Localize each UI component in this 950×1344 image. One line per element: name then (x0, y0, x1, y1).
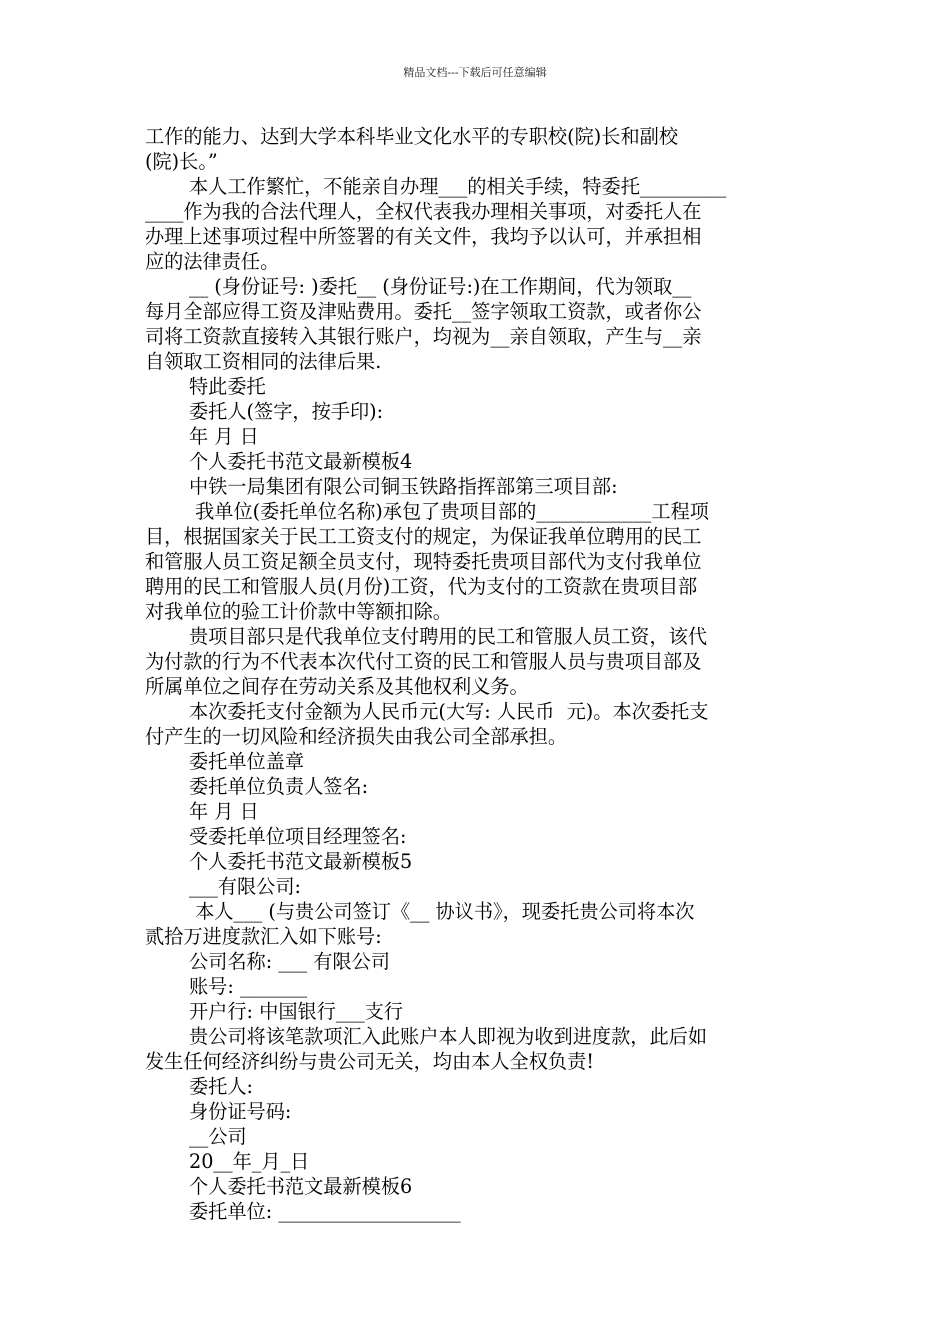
text-line: 我单位(委托单位名称)承包了贵项目部的____________工程项 (189, 500, 709, 523)
text-line: 司将工资款直接转入其银行账户，均视为__亲自领取，产生与__亲 (145, 325, 702, 348)
text-line: 本人工作繁忙，不能亲自办理___的相关手续，特委托_________ (189, 175, 727, 198)
text-line: 目，根据国家关于民工工资支付的规定，为保证我单位聘用的民工 (145, 525, 702, 548)
text-line: ____作为我的合法代理人，全权代表我办理相关事项，对委托人在 (145, 200, 702, 223)
text-line: 身份证号码: (189, 1100, 292, 1123)
text-line: 年 月 日 (189, 800, 259, 823)
text-line: 应的法律责任。 (145, 250, 280, 273)
text-line: 账号: _______ (189, 975, 308, 998)
text-line: 贵公司将该笔款项汇入此账户本人即视为收到进度款，此后如 (189, 1025, 708, 1048)
text-line: 个人委托书范文最新模板5 (189, 850, 413, 873)
text-line: 付产生的一切风险和经济损失由我公司全部承担。 (145, 725, 568, 748)
document-body (145, 124, 810, 1224)
text-line: __公司 (189, 1125, 247, 1148)
text-line: 公司名称: ___ 有限公司 (189, 950, 390, 973)
text-line: 贰拾万进度款汇入如下账号: (145, 925, 382, 948)
text-line: 委托人(签字，按手印): (189, 400, 384, 423)
text-line: 工作的能力、达到大学本科毕业文化水平的专职校(院)长和副校 (145, 125, 679, 148)
text-line: 本人___ (与贵公司签订《__ 协议书》，现委托贵公司将本次 (189, 900, 695, 923)
text-line: 委托人: (189, 1075, 254, 1098)
text-line: 所属单位之间存在劳动关系及其他权利义务。 (145, 675, 529, 698)
text-line: 委托单位: ___________________ (189, 1200, 461, 1223)
text-line: 个人委托书范文最新模板4 (189, 450, 413, 473)
text-line: 聘用的民工和管服人员(月份)工资，代为支付的工资款在贵项目部 (145, 575, 698, 598)
text-line: __ (身份证号: )委托__ (身份证号:)在工作期间，代为领取__ (189, 275, 692, 298)
text-line: 委托单位盖章 (189, 750, 305, 773)
text-line: 发生任何经济纠纷与贵公司无关，均由本人全权负责! (145, 1050, 595, 1073)
text-line: 受委托单位项目经理签名: (189, 825, 407, 848)
text-line: 自领取工资相同的法律后果. (145, 350, 382, 373)
text-line: 和管服人员工资足额全员支付，现特委托贵项目部代为支付我单位 (145, 550, 702, 573)
text-line: 贵项目部只是代我单位支付聘用的民工和管服人员工资，该代 (189, 625, 708, 648)
text-line: 对我单位的验工计价款中等额扣除。 (145, 600, 452, 623)
text-line: 为付款的行为不代表本次代付工资的民工和管服人员与贵项目部及 (145, 650, 702, 673)
text-line: 每月全部应得工资及津贴费用。委托__签字领取工资款，或者你公 (145, 300, 702, 323)
text-line: 特此委托 (189, 375, 266, 398)
text-line: (院)长。” (145, 150, 218, 173)
text-line: ___有限公司: (189, 875, 301, 898)
text-line: 开户行: 中国银行___支行 (189, 1000, 404, 1023)
page-header: 精品文档---下载后可任意编辑 (403, 66, 547, 79)
text-line: 个人委托书范文最新模板6 (189, 1175, 413, 1198)
text-line: 20__年_月_日 (189, 1150, 310, 1173)
text-line: 年 月 日 (189, 425, 259, 448)
text-line: 中铁一局集团有限公司铜玉铁路指挥部第三项目部: (189, 475, 618, 498)
text-line: 办理上述事项过程中所签署的有关文件，我均予以认可，并承担相 (145, 225, 702, 248)
text-line: 本次委托支付金额为人民币元(大写: 人民币 元)。本次委托支 (189, 700, 709, 723)
text-line: 委托单位负责人签名: (189, 775, 369, 798)
